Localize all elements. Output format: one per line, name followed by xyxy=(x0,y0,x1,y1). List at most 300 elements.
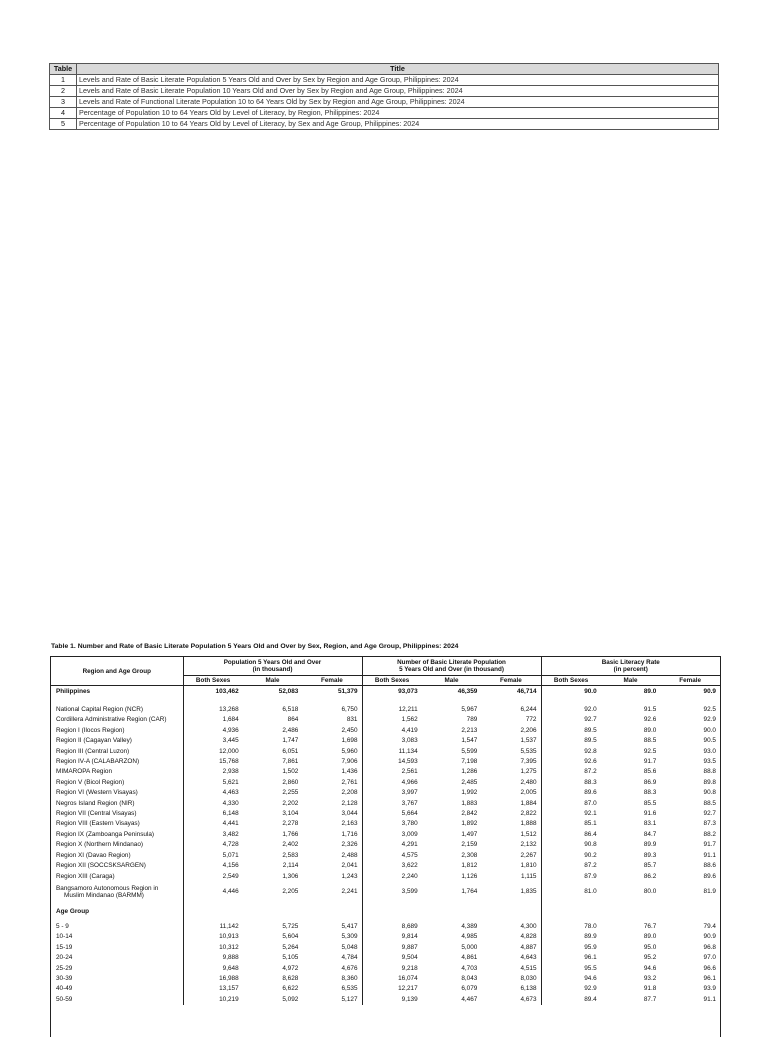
cell-value: 2,326 xyxy=(341,841,358,849)
cell-value: 4,673 xyxy=(520,995,537,1003)
cell-value: 92.5 xyxy=(643,747,657,755)
cell-value: 90.9 xyxy=(703,688,716,696)
cell-value: 92.0 xyxy=(541,705,601,715)
age-row xyxy=(51,974,720,984)
cell-value: 96.6 xyxy=(703,964,716,972)
group-header-line1: Population 5 Years Old and Over xyxy=(223,659,322,666)
cell-value: 1,512 xyxy=(520,830,537,838)
cell-value: 2,206 xyxy=(520,726,537,734)
cell-value: 5,309 xyxy=(341,933,358,941)
cell-value: 2,240 xyxy=(362,872,422,882)
total-row xyxy=(51,686,720,700)
row-label: 5 - 9 xyxy=(56,922,69,930)
cell-value: 6,244 xyxy=(520,706,537,713)
index-row-title-link[interactable]: Levels and Rate of Basic Literate Population 10 Years Old and Over by Sex by Region and Age Group, Philippines: 2024 xyxy=(77,86,719,97)
cell-value: 95.2 xyxy=(643,954,657,962)
cell-value: 86.9 xyxy=(643,778,657,786)
row-header-label: Region and Age Group xyxy=(82,667,151,675)
cell-value: 4,985 xyxy=(461,933,478,941)
cell-value: 5,621 xyxy=(183,778,243,788)
cell-value: 89.0 xyxy=(643,688,657,696)
cell-value: 86.2 xyxy=(643,872,657,880)
row-label: Region IV-A (CALABARZON) xyxy=(56,758,140,766)
cell-value: 5,071 xyxy=(183,851,243,861)
group-header-rate xyxy=(541,657,720,676)
cell-value: 5,000 xyxy=(461,943,478,951)
cell-value: 91.1 xyxy=(703,995,716,1003)
group-header-line2: 5 Years Old and Over (in thousand) xyxy=(399,666,504,673)
column-header: Female xyxy=(481,676,541,686)
cell-value: 5,725 xyxy=(282,922,299,930)
cell-value: 3,622 xyxy=(362,861,422,871)
region-row xyxy=(51,861,720,871)
row-label: Region IX (Zamboanga Peninsula) xyxy=(56,830,155,838)
index-row-number: 3 xyxy=(50,97,77,108)
column-header: Both Sexes xyxy=(183,676,243,686)
cell-value: 95.0 xyxy=(643,943,657,951)
cell-value: 2,205 xyxy=(282,887,299,895)
cell-value: 96.1 xyxy=(541,953,601,963)
cell-value: 1,812 xyxy=(461,862,478,870)
group-header-literate xyxy=(362,657,541,676)
cell-value: 1,306 xyxy=(282,872,299,880)
cell-value: 789 xyxy=(466,716,478,724)
cell-value: 772 xyxy=(525,716,537,724)
cell-value: 87.9 xyxy=(541,872,601,882)
table-index xyxy=(49,63,719,130)
cell-value: 1,436 xyxy=(341,768,358,776)
cell-value: 76.7 xyxy=(643,922,657,930)
cell-value: 94.6 xyxy=(643,964,657,972)
cell-value: 7,906 xyxy=(341,758,358,766)
cell-value: 81.9 xyxy=(703,887,716,895)
row-label: Cordillera Administrative Region (CAR) xyxy=(56,716,167,724)
cell-value: 5,664 xyxy=(362,809,422,819)
row-label: Region VI (Western Visayas) xyxy=(56,789,138,797)
cell-value: 6,079 xyxy=(461,985,478,993)
row-label: Region I (Ilocos Region) xyxy=(56,726,125,734)
cell-value: 88.2 xyxy=(703,830,716,838)
cell-value: 4,643 xyxy=(520,954,537,962)
cell-value: 4,291 xyxy=(362,840,422,850)
region-row xyxy=(51,809,720,819)
cell-value: 90.0 xyxy=(541,686,601,700)
cell-value: 92.7 xyxy=(541,715,601,725)
cell-value: 6,518 xyxy=(282,706,299,713)
group-header-line1: Basic Literacy Rate xyxy=(601,659,660,666)
row-label: Region XIII (Caraga) xyxy=(56,872,115,880)
cell-value: 4,728 xyxy=(183,840,243,850)
cell-value: 96.8 xyxy=(703,943,716,951)
index-row-title-link[interactable]: Percentage of Population 10 to 64 Years Old by Level of Literacy, by Region, Philippines: 2024 xyxy=(77,108,719,119)
cell-value: 3,599 xyxy=(362,882,422,902)
cell-value: 97.0 xyxy=(703,954,716,962)
cell-value: 12,211 xyxy=(362,705,422,715)
row-label: 25-29 xyxy=(56,964,73,972)
region-row xyxy=(51,726,720,736)
table1-group-header-row xyxy=(51,657,720,676)
index-row[interactable] xyxy=(50,108,719,119)
index-header-table: Table xyxy=(50,64,77,75)
cell-value: 2,308 xyxy=(461,851,478,859)
cell-value: 1,562 xyxy=(362,715,422,725)
cell-value: 13,268 xyxy=(183,705,243,715)
cell-value: 5,264 xyxy=(282,943,299,951)
cell-value: 8,628 xyxy=(282,974,299,982)
cell-value: 2,822 xyxy=(520,810,537,818)
cell-value: 2,255 xyxy=(282,789,299,797)
cell-value: 52,083 xyxy=(278,688,299,696)
row-label: Philippines xyxy=(56,688,91,696)
cell-value: 4,676 xyxy=(341,964,358,972)
cell-value: 91.8 xyxy=(643,985,657,993)
column-header: Both Sexes xyxy=(541,676,601,686)
cell-value: 5,127 xyxy=(341,995,358,1003)
cell-value: 7,198 xyxy=(461,758,478,766)
cell-value: 90.5 xyxy=(703,737,716,745)
region-row xyxy=(51,819,720,829)
cell-value: 2,549 xyxy=(183,872,243,882)
cell-value: 95.5 xyxy=(541,964,601,974)
section-header-row xyxy=(51,902,720,922)
cell-value: 9,218 xyxy=(362,964,422,974)
cell-value: 88.3 xyxy=(541,778,601,788)
cell-value: 89.6 xyxy=(703,872,716,880)
cell-value: 2,241 xyxy=(341,887,358,895)
group-header-line2: (in thousand) xyxy=(252,666,293,673)
row-label: Region II (Cagayan Valley) xyxy=(56,737,132,745)
cell-value: 93,073 xyxy=(362,686,422,700)
cell-value: 1,547 xyxy=(461,737,478,745)
cell-value: 87.2 xyxy=(541,861,601,871)
cell-value: 2,128 xyxy=(341,799,358,807)
cell-value: 1,502 xyxy=(282,768,299,776)
index-row-number: 2 xyxy=(50,86,77,97)
age-row xyxy=(51,953,720,963)
cell-value: 831 xyxy=(346,716,358,724)
index-row[interactable] xyxy=(50,119,719,130)
cell-value: 86.4 xyxy=(541,830,601,840)
cell-value: 11,134 xyxy=(362,747,422,757)
cell-value: 90.2 xyxy=(541,851,601,861)
cell-value: 96.1 xyxy=(703,974,716,982)
cell-value: 5,048 xyxy=(341,943,358,951)
cell-value: 93.9 xyxy=(703,985,716,993)
row-label: 50-59 xyxy=(56,995,73,1003)
cell-value: 6,148 xyxy=(183,809,243,819)
cell-value: 91.1 xyxy=(703,851,716,859)
cell-value: 95.9 xyxy=(541,943,601,953)
cell-value: 1,747 xyxy=(282,737,299,745)
region-row xyxy=(51,778,720,788)
cell-value: 93.0 xyxy=(703,747,716,755)
cell-value: 1,892 xyxy=(461,820,478,828)
cell-value: 92.6 xyxy=(541,757,601,767)
cell-value: 3,482 xyxy=(183,830,243,840)
cell-value: 1,126 xyxy=(461,872,478,880)
cell-value: 78.0 xyxy=(541,922,601,932)
age-row xyxy=(51,943,720,953)
region-row xyxy=(51,840,720,850)
cell-value: 85.6 xyxy=(643,768,657,776)
cell-value: 3,083 xyxy=(362,736,422,746)
cell-value: 2,202 xyxy=(282,799,299,807)
region-row xyxy=(51,830,720,840)
cell-value: 2,114 xyxy=(282,862,299,870)
index-row-title-link[interactable]: Percentage of Population 10 to 64 Years Old by Level of Literacy, by Sex and Age Group, Philippines: 2024 xyxy=(77,119,719,130)
index-header-row xyxy=(50,64,719,75)
cell-value: 1,537 xyxy=(520,737,537,745)
region-row xyxy=(51,799,720,809)
section-label: Age Group xyxy=(56,907,90,915)
index-header-title: Title xyxy=(77,64,719,75)
cell-value: 9,648 xyxy=(183,964,243,974)
cell-value: 88.3 xyxy=(643,789,657,797)
group-header-line1: Number of Basic Literate Population xyxy=(397,659,506,666)
cell-value: 4,887 xyxy=(520,943,537,951)
cell-value: 8,689 xyxy=(362,922,422,932)
cell-value: 864 xyxy=(287,716,299,724)
cell-value: 91.5 xyxy=(643,706,657,713)
cell-value: 14,593 xyxy=(362,757,422,767)
index-body xyxy=(50,75,719,130)
index-row-title-link[interactable]: Levels and Rate of Basic Literate Population 5 Years Old and Over by Sex by Region and Age Group, Philippines: 2024 xyxy=(77,75,719,86)
cell-value: 16,988 xyxy=(183,974,243,984)
cell-value: 87.2 xyxy=(541,767,601,777)
cell-value: 89.5 xyxy=(541,736,601,746)
cell-value: 92.9 xyxy=(541,984,601,994)
cell-value: 89.8 xyxy=(703,778,716,786)
cell-value: 4,467 xyxy=(461,995,478,1003)
cell-value: 90.8 xyxy=(703,789,716,797)
row-label: 30-39 xyxy=(56,974,73,982)
cell-value: 10,913 xyxy=(183,932,243,942)
cell-value: 1,884 xyxy=(520,799,537,807)
index-row[interactable] xyxy=(50,86,719,97)
cell-value: 15,768 xyxy=(183,757,243,767)
cell-value: 87.7 xyxy=(643,995,657,1003)
cell-value: 103,462 xyxy=(183,686,243,700)
cell-value: 1,888 xyxy=(520,820,537,828)
cell-value: 84.7 xyxy=(643,830,657,838)
cell-value: 13,157 xyxy=(183,984,243,994)
column-header: Female xyxy=(660,676,720,686)
cell-value: 2,842 xyxy=(461,810,478,818)
cell-value: 92.7 xyxy=(703,810,716,818)
cell-value: 4,446 xyxy=(183,882,243,902)
cell-value: 6,750 xyxy=(341,706,358,713)
row-label: National Capital Region (NCR) xyxy=(56,706,144,713)
cell-value: 1,684 xyxy=(183,715,243,725)
table1-body xyxy=(51,686,720,1006)
cell-value: 5,105 xyxy=(282,954,299,962)
cell-value: 2,561 xyxy=(362,767,422,777)
cell-value: 2,761 xyxy=(341,778,358,786)
cell-value: 4,515 xyxy=(520,964,537,972)
cell-value: 9,887 xyxy=(362,943,422,953)
region-row xyxy=(51,747,720,757)
row-label xyxy=(51,882,183,902)
cell-value: 46,714 xyxy=(516,688,537,696)
cell-value: 1,883 xyxy=(461,799,478,807)
cell-value: 89.9 xyxy=(643,841,657,849)
cell-value: 91.7 xyxy=(703,841,716,849)
cell-value: 12,217 xyxy=(362,984,422,994)
group-header-population xyxy=(183,657,362,676)
cell-value: 1,275 xyxy=(520,768,537,776)
region-row xyxy=(51,767,720,777)
cell-value: 7,861 xyxy=(282,758,299,766)
cell-value: 91.7 xyxy=(643,758,657,766)
region-row xyxy=(51,705,720,715)
row-label: 10-14 xyxy=(56,933,73,941)
region-row xyxy=(51,872,720,882)
table1 xyxy=(51,657,720,1005)
region-row xyxy=(51,715,720,725)
cell-value: 93.5 xyxy=(703,758,716,766)
row-label: Negros Island Region (NIR) xyxy=(56,799,135,807)
cell-value: 3,780 xyxy=(362,819,422,829)
cell-value: 4,936 xyxy=(183,726,243,736)
cell-value: 4,441 xyxy=(183,819,243,829)
column-header: Male xyxy=(422,676,482,686)
cell-value: 2,488 xyxy=(341,851,358,859)
cell-value: 2,041 xyxy=(341,862,358,870)
age-row xyxy=(51,964,720,974)
cell-value: 1,835 xyxy=(520,887,537,895)
cell-value: 89.0 xyxy=(643,933,657,941)
index-row[interactable] xyxy=(50,75,719,86)
cell-value: 89.6 xyxy=(541,788,601,798)
cell-value: 5,960 xyxy=(341,747,358,755)
cell-value: 87.0 xyxy=(541,799,601,809)
index-row-number: 1 xyxy=(50,75,77,86)
cell-value: 92.6 xyxy=(643,716,657,724)
cell-value: 1,698 xyxy=(341,737,358,745)
cell-value: 90.0 xyxy=(703,726,716,734)
cell-value: 4,156 xyxy=(183,861,243,871)
cell-value: 89.9 xyxy=(541,932,601,942)
cell-value: 3,767 xyxy=(362,799,422,809)
cell-value: 9,814 xyxy=(362,932,422,942)
cell-value: 90.9 xyxy=(703,933,716,941)
cell-value: 2,132 xyxy=(520,841,537,849)
row-label: 15-19 xyxy=(56,943,73,951)
cell-value: 11,142 xyxy=(183,922,243,932)
cell-value: 2,486 xyxy=(282,726,299,734)
region-row xyxy=(51,882,720,902)
row-label: Region III (Central Luzon) xyxy=(56,747,130,755)
cell-value: 1,286 xyxy=(461,768,478,776)
cell-value: 2,005 xyxy=(520,789,537,797)
cell-value: 90.8 xyxy=(541,840,601,850)
cell-value: 3,104 xyxy=(282,810,299,818)
table1-container xyxy=(50,656,721,1037)
cell-value: 5,535 xyxy=(520,747,537,755)
cell-value: 10,312 xyxy=(183,943,243,953)
cell-value: 51,379 xyxy=(337,688,358,696)
cell-value: 1,992 xyxy=(461,789,478,797)
cell-value: 2,163 xyxy=(341,820,358,828)
cell-value: 92.9 xyxy=(703,716,716,724)
row-label: 20-24 xyxy=(56,954,73,962)
cell-value: 8,360 xyxy=(341,974,358,982)
index-row[interactable] xyxy=(50,97,719,108)
cell-value: 88.8 xyxy=(703,768,716,776)
cell-value: 2,208 xyxy=(341,789,358,797)
cell-value: 2,402 xyxy=(282,841,299,849)
cell-value: 1,497 xyxy=(461,830,478,838)
cell-value: 1,766 xyxy=(282,830,299,838)
cell-value: 89.0 xyxy=(643,726,657,734)
index-row-number: 5 xyxy=(50,119,77,130)
row-label: MIMAROPA Region xyxy=(56,768,112,776)
cell-value: 2,213 xyxy=(461,726,478,734)
cell-value: 1,810 xyxy=(520,862,537,870)
cell-value: 4,828 xyxy=(520,933,537,941)
cell-value: 81.0 xyxy=(541,882,601,902)
cell-value: 4,330 xyxy=(183,799,243,809)
cell-value: 79.4 xyxy=(703,922,716,930)
cell-value: 6,622 xyxy=(282,985,299,993)
cell-value: 4,972 xyxy=(282,964,299,972)
index-row-title-link[interactable]: Levels and Rate of Functional Literate Population 10 to 64 Years Old by Sex by Region and Age Group, Philippines: 2024 xyxy=(77,97,719,108)
cell-value: 5,967 xyxy=(461,706,478,713)
cell-value: 92.5 xyxy=(703,706,716,713)
cell-value: 89.4 xyxy=(541,995,601,1005)
cell-value: 85.1 xyxy=(541,819,601,829)
cell-value: 6,138 xyxy=(520,985,537,993)
group-header-line2: (in percent) xyxy=(613,666,648,673)
cell-value: 16,074 xyxy=(362,974,422,984)
cell-value: 9,504 xyxy=(362,953,422,963)
cell-value: 93.2 xyxy=(643,974,657,982)
cell-value: 87.3 xyxy=(703,820,716,828)
index-row-number: 4 xyxy=(50,108,77,119)
cell-value: 2,278 xyxy=(282,820,299,828)
cell-value: 4,419 xyxy=(362,726,422,736)
cell-value: 94.6 xyxy=(541,974,601,984)
age-row xyxy=(51,984,720,994)
cell-value: 3,044 xyxy=(341,810,358,818)
row-label: Region XI (Davao Region) xyxy=(56,851,131,859)
cell-value: 3,445 xyxy=(183,736,243,746)
age-row xyxy=(51,932,720,942)
cell-value: 2,938 xyxy=(183,767,243,777)
cell-value: 92.1 xyxy=(541,809,601,819)
row-label: Region X (Northern Mindanao) xyxy=(56,841,144,849)
column-header: Male xyxy=(601,676,661,686)
cell-value: 5,092 xyxy=(282,995,299,1003)
cell-value: 8,043 xyxy=(461,974,478,982)
cell-value: 2,860 xyxy=(282,778,299,786)
cell-value: 5,599 xyxy=(461,747,478,755)
cell-value: 2,267 xyxy=(520,851,537,859)
cell-value: 46,359 xyxy=(457,688,478,696)
cell-value: 88.5 xyxy=(703,799,716,807)
cell-value: 85.7 xyxy=(643,862,657,870)
cell-value: 3,997 xyxy=(362,788,422,798)
cell-value: 4,300 xyxy=(520,922,537,930)
cell-value: 5,604 xyxy=(282,933,299,941)
cell-value: 4,463 xyxy=(183,788,243,798)
row-label: Region V (Bicol Region) xyxy=(56,778,125,786)
row-label-line2: Muslim Mindanao (BARMM) xyxy=(64,891,144,899)
cell-value: 89.3 xyxy=(643,851,657,859)
row-header xyxy=(51,657,183,686)
cell-value: 2,583 xyxy=(282,851,299,859)
row-label: Region VII (Central Visayas) xyxy=(56,810,137,818)
